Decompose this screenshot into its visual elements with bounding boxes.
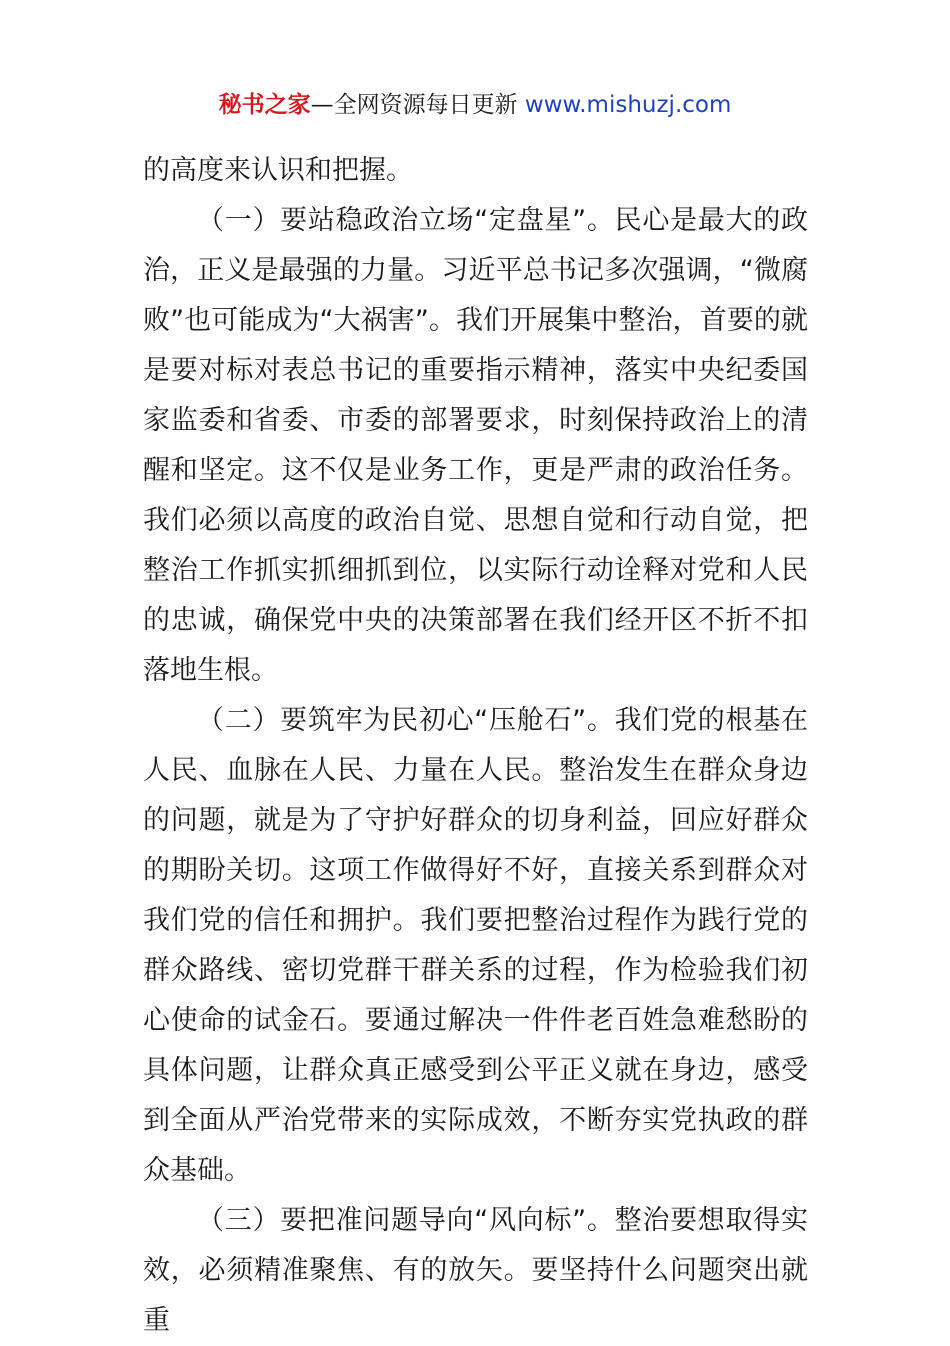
banner-brand: 秘书之家 [218, 92, 311, 118]
banner-tagline: —全网资源每日更新 [310, 92, 525, 118]
paragraph-section-2: （二）要筑牢为民初心“压舱石”。我们党的根基在人民、血脉在人民、力量在人民。整治发生在群众身边的问题，就是为了守护好群众的切身利益，回应好群众的期盼关切。这项工作做得好不好，直接关系到群众对我们党的信任和拥护。我们要把整治过程作为践行党的群众路线、密切党群干群关系的过程，作为检验我们初心使命的试金石。要通过解决一件件老百姓急难愁盼的具体问题，让群众真正感受到公平正义就在身边，感受到全面从严治党带来的实际成效，不断夯实党执政的群众基础。 [143, 705, 808, 1186]
site-banner [0, 88, 950, 122]
document-body [143, 146, 808, 1346]
banner-url[interactable]: www.mishuzj.com [524, 92, 732, 118]
paragraph-continuation: 的高度来认识和把握。 [143, 155, 413, 186]
paragraph-section-3: （三）要把准问题导向“风向标”。整治要想取得实效，必须精准聚焦、有的放矢。要坚持什么问题突出就重 [143, 1205, 808, 1336]
paragraph-section-1: （一）要站稳政治立场“定盘星”。民心是最大的政治，正义是最强的力量。习近平总书记多次强调，“微腐败”也可能成为“大祸害”。我们开展集中整治，首要的就是要对标对表总书记的重要指示精神，落实中央纪委国家监委和省委、市委的部署要求，时刻保持政治上的清醒和坚定。这不仅是业务工作，更是严肃的政治任务。我们必须以高度的政治自觉、思想自觉和行动自觉，把整治工作抓实抓细抓到位，以实际行动诠释对党和人民的忠诚，确保党中央的决策部署在我们经开区不折不扣落地生根。 [143, 205, 808, 686]
